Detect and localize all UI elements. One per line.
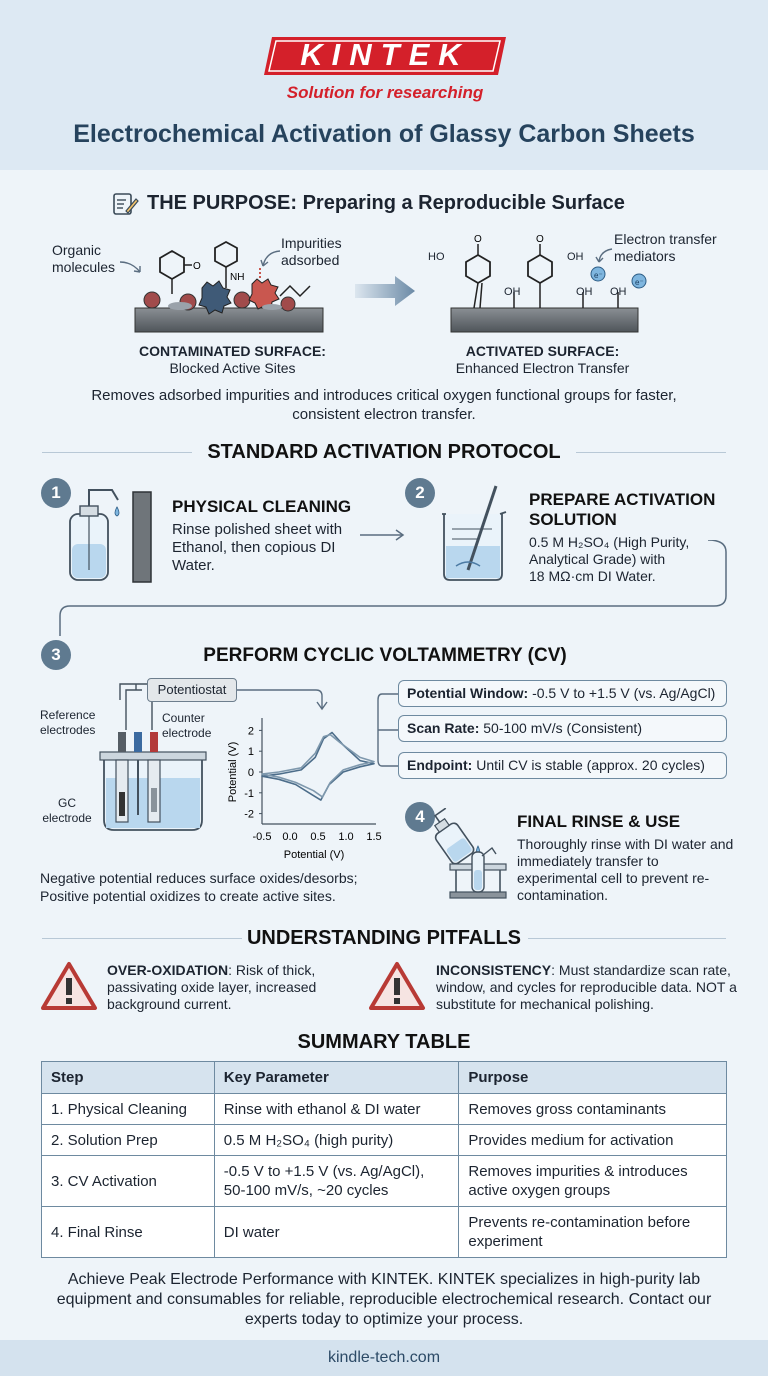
contaminated-title: CONTAMINATED SURFACE: (139, 343, 326, 359)
impurities-label: Impurities adsorbed (281, 235, 342, 268)
step-2-to-3-connector (58, 540, 730, 640)
cv-y-tick-label: 2 (247, 725, 254, 738)
table-cell: Removes impurities & introduces active oxygen groups (459, 1156, 727, 1207)
summary-table-wrap (41, 1061, 727, 1258)
table-header-row (42, 1062, 727, 1094)
table-cell: 3. CV Activation (42, 1156, 215, 1207)
cv-xlabel: Potential (V) (283, 849, 345, 861)
cv-note: Negative potential reduces surface oxides/desorbs; Positive potential oxidizes to create active sites. (40, 870, 358, 904)
impurities-arrow-icon (258, 248, 284, 272)
step-2-text-line2: Analytical Grade) with (529, 551, 666, 567)
mediators-arrow-icon (594, 246, 616, 268)
ring-o-label: O (193, 261, 201, 272)
activated-ring2-o-label: O (536, 234, 544, 245)
cv-x-tick-label: 1.0 (338, 831, 354, 843)
warning-icon-2 (368, 960, 426, 1012)
table-cell: 2. Solution Prep (42, 1125, 215, 1156)
param-0-key: Potential Window: (407, 685, 529, 701)
cv-y-tick-label: 0 (247, 767, 254, 779)
step-2-text-line3: 18 MΩ·cm DI Water. (529, 568, 656, 584)
table-cell: Removes gross contaminants (459, 1094, 727, 1125)
group-label-ho: HO (428, 251, 445, 263)
warning-icon (40, 960, 98, 1012)
table-cell: Prevents re-contamination before experiment (459, 1207, 727, 1258)
page-title: Electrochemical Activation of Glassy Carbon Sheets (73, 120, 695, 148)
counter-electrode-label: Counter electrode (162, 711, 212, 740)
cv-series-group (262, 733, 374, 801)
potentiostat-box: Potentiostat (147, 678, 237, 702)
step-1-title: PHYSICAL CLEANING (172, 497, 352, 516)
cv-x-ticks (253, 831, 382, 843)
activated-ring1-o-label: O (474, 234, 482, 245)
rinse-station-icon (430, 808, 510, 900)
footer-cta: Achieve Peak Electrode Performance with KINTEK. KINTEK specializes in high-purity lab equipment and consumables for reliable, reproducible electrochemical research. Contact our experts today to optimize your process. (56, 1271, 712, 1328)
cv-ylabel: Potential (V) (227, 741, 239, 803)
pitfall-inconsistency (436, 962, 750, 1013)
group-label-oh-2: OH (504, 286, 521, 298)
activated-title: ACTIVATED SURFACE: (465, 343, 620, 359)
kintek-logo: KINTEK (300, 37, 470, 72)
transformation-arrow-icon (355, 275, 417, 307)
table-cell: Provides medium for activation (459, 1125, 727, 1156)
cv-chart (224, 712, 384, 862)
pitfall-1-text: : Must standardize scan rate, window, and cycles for reproducible data. NOT a substitute for mechanical polishing. (436, 962, 737, 1012)
table-header-purpose: Purpose (459, 1062, 727, 1094)
pitfalls-divider-left (42, 938, 242, 939)
table-row (42, 1156, 727, 1207)
cv-x-tick-label: -0.5 (252, 831, 272, 843)
cv-y-ticks (244, 725, 262, 820)
purpose-description: Removes adsorbed impurities and introduces critical oxygen functional groups for faster, consistent electron transfer. (91, 387, 677, 423)
pitfall-over-oxidation (107, 962, 347, 1013)
table-cell: -0.5 V to +1.5 V (vs. Ag/AgCl), 50-100 mV/s, ~20 cycles (214, 1156, 459, 1207)
organic-molecules-label: Organic molecules (52, 242, 116, 275)
step-2-text-line1: 0.5 M H₂SO₄ (High Purity, (529, 534, 690, 550)
pitfall-0-key: OVER-OXIDATION (107, 962, 229, 978)
pitfall-0-text: : Risk of thick, passivating oxide layer, increased background current. (107, 962, 317, 1012)
step-1-text: Rinse polished sheet with Ethanol, then copious DI Water. (172, 521, 343, 574)
cv-x-tick-label: 0.5 (310, 831, 326, 843)
activated-sub: Enhanced Electron Transfer (455, 360, 630, 376)
cv-x-tick-label: 0.0 (282, 831, 298, 843)
mediators-label: Electron transfer mediators (614, 231, 717, 264)
group-label-oh-4: OH (610, 286, 627, 298)
params-bracket (370, 690, 400, 770)
step-3-title: PERFORM CYCLIC VOLTAMMETRY (CV) (203, 645, 567, 666)
pitfalls-title: UNDERSTANDING PITFALLS (246, 927, 522, 949)
param-scan-rate (398, 715, 727, 742)
protocol-divider-right (576, 452, 726, 453)
cv-y-tick-label: 1 (247, 746, 254, 759)
step-1-badge: 1 (41, 478, 71, 508)
table-row (42, 1207, 727, 1258)
ring-nh-label: NH (230, 272, 245, 283)
cv-y-tick-label: -2 (244, 808, 254, 821)
potentiostat-arrow (236, 680, 332, 712)
electron-1-label: e⁻ (594, 271, 603, 280)
reference-electrodes-label: Reference electrodes (40, 708, 96, 737)
cv-x-tick-label: 1.5 (366, 831, 382, 843)
tagline: Solution for researching (286, 83, 484, 102)
param-0-value: -0.5 V to +1.5 V (vs. Ag/AgCl) (528, 685, 716, 701)
param-endpoint (398, 752, 727, 779)
purpose-title: THE PURPOSE: Preparing a Reproducible Surface (147, 192, 625, 214)
summary-table (41, 1061, 727, 1258)
table-cell: DI water (214, 1207, 459, 1258)
table-cell: 4. Final Rinse (42, 1207, 215, 1258)
electron-2-label: e⁻ (635, 278, 644, 287)
param-1-value: 50-100 mV/s (Consistent) (479, 720, 642, 736)
param-potential-window (398, 680, 727, 707)
table-row (42, 1125, 727, 1156)
protocol-divider-left (42, 452, 192, 453)
step-3-badge: 3 (41, 640, 71, 670)
step-4-text: Thoroughly rinse with DI water and immediately transfer to experimental cell to prevent re-contamination. (517, 836, 734, 903)
param-2-key: Endpoint: (407, 757, 473, 773)
notepad-pencil-icon (111, 191, 139, 217)
step-2-title: PREPARE ACTIVATION SOLUTION (529, 490, 716, 529)
group-label-oh-3: OH (576, 286, 593, 298)
cv-series-line (262, 735, 374, 797)
pitfalls-divider-right (528, 938, 726, 939)
organic-arrow-icon (118, 258, 148, 278)
cv-y-tick-label: -1 (244, 787, 254, 800)
footer-url-link[interactable]: kindle-tech.com (327, 1349, 441, 1366)
step-4-badge: 4 (405, 802, 435, 832)
pitfall-1-key: INCONSISTENCY (436, 962, 552, 978)
table-header-parameter: Key Parameter (214, 1062, 459, 1094)
contaminated-sub: Blocked Active Sites (169, 360, 296, 376)
group-label-oh-1: OH (567, 251, 584, 263)
table-header-step: Step (42, 1062, 215, 1094)
electrochemical-cell-icon (96, 680, 236, 840)
table-cell: 1. Physical Cleaning (42, 1094, 215, 1125)
table-row (42, 1094, 727, 1125)
step-4-title: FINAL RINSE & USE (517, 812, 681, 831)
gc-electrode-label: GC electrode (42, 796, 92, 825)
summary-title: SUMMARY TABLE (297, 1031, 471, 1053)
table-cell: Rinse with ethanol & DI water (214, 1094, 459, 1125)
protocol-title: STANDARD ACTIVATION PROTOCOL (207, 441, 561, 463)
table-cell: 0.5 M H₂SO₄ (high purity) (214, 1125, 459, 1156)
param-1-key: Scan Rate: (407, 720, 480, 736)
param-2-value: Until CV is stable (approx. 20 cycles) (472, 757, 705, 773)
step-2-badge: 2 (405, 478, 435, 508)
